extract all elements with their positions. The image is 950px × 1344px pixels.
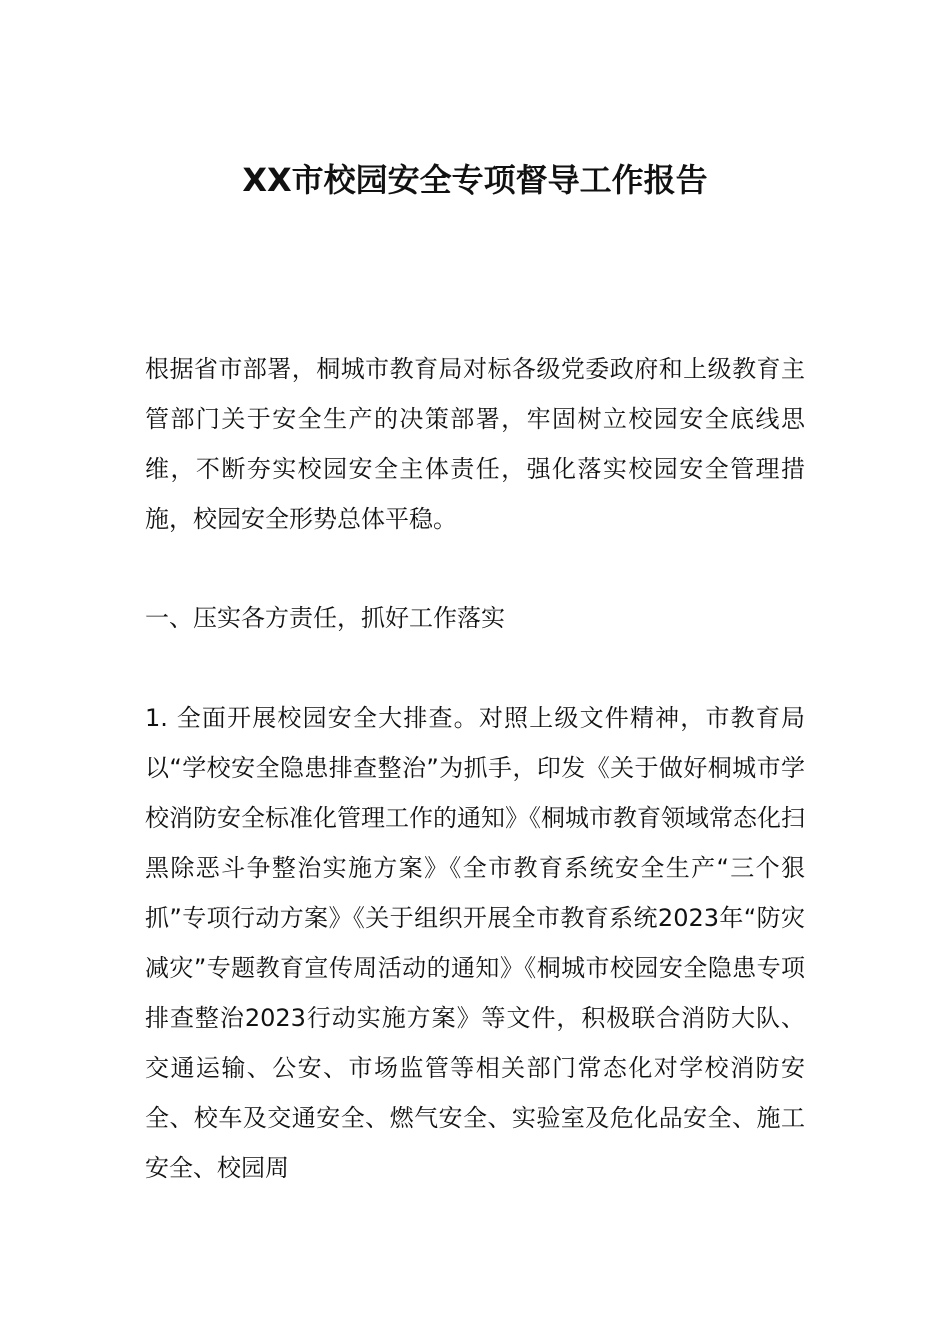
intro-paragraph: 根据省市部署，桐城市教育局对标各级党委政府和上级教育主管部门关于安全生产的决策部署，牢固树立校园安全底线思维，不断夯实校园安全主体责任，强化落实校园安全管理措施，校园安全形势总体平稳。 [145,355,805,533]
document-title: XX市校园安全专项督导工作报告 [242,161,708,199]
list-item-paragraph: 1. 全面开展校园安全大排查。对照上级文件精神，市教育局以“学校安全隐患排查整治”为抓手，印发《关于做好桐城市学校消防安全标准化管理工作的通知》《桐城市教育领域常态化扫黑除恶斗争整治实施方案》《全市教育系统安全生产“三个狠抓”专项行动方案》《关于组织开展全市教育系统2023年“防灾减灾”专题教育宣传周活动的通知》《桐城市校园安全隐患专项排查整治2023行动实施方案》等文件，积极联合消防大队、交通运输、公安、市场监管等相关部门常态化对学校消防安全、校车及交通安全、燃气安全、实验室及危化品安全、施工安全、校园周 [145,704,805,1182]
section-heading: 一、压实各方责任，抓好工作落实 [145,604,505,632]
